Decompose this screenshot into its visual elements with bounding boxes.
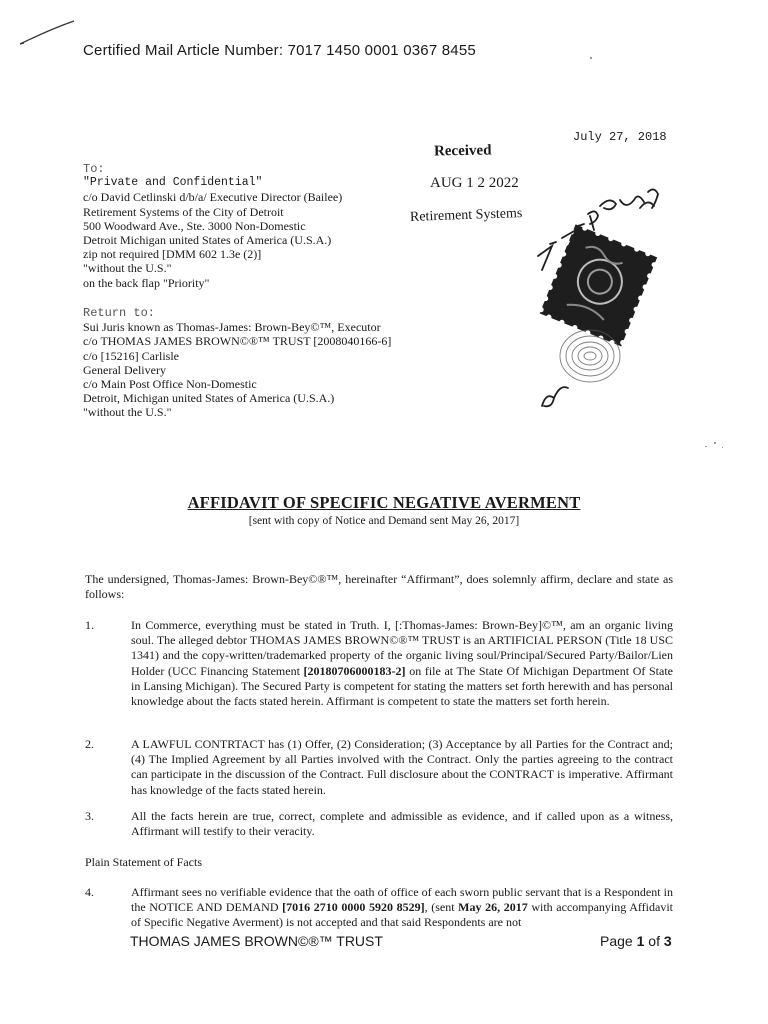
scan-speck <box>590 57 592 59</box>
received-stamp-organization: Retirement Systems <box>409 206 523 225</box>
recipient-address <box>83 162 342 290</box>
sent-date: May 26, 2017 <box>458 900 528 915</box>
item-text-part: In Commerce, everything must be stated in Truth. I, [:Thomas-James: Brown-Bey]©™, am an organic living soul. The alleged debtor THOMAS JAMES BROWN©®™ TRUST is an ARTIFICIAL PERSON (Title 18 USC 1341) and the copy-written/trademarked property of the organic living soul/Principal/Secured Party/Bailor/Lien Holder (UCC Financing Statement <box>131 618 673 678</box>
notice-number: [7016 2710 0000 5920 8529] <box>282 900 425 915</box>
received-stamp-date: AUG 1 2 2022 <box>430 175 519 191</box>
document-title: AFFIDAVIT OF SPECIFIC NEGATIVE AVERMENT <box>187 493 581 512</box>
scan-speck <box>714 442 716 444</box>
item-text: All the facts herein are true, correct, complete and admissible as evidence, and if called upon as a witness, Affirmant will testify to their veracity. <box>131 809 673 839</box>
address-line: c/o [15216] Carlisle <box>83 348 179 363</box>
address-line: Sui Juris known as Thomas-James: Brown-Bey©™, Executor <box>83 320 381 335</box>
pen-mark <box>18 18 78 48</box>
letter-date: July 27, 2018 <box>573 130 667 144</box>
numbered-item-3 <box>85 809 673 839</box>
item-number: 3. <box>85 809 94 823</box>
item-text <box>131 885 673 931</box>
scan-speck <box>705 446 707 447</box>
plain-statement-heading: Plain Statement of Facts <box>85 855 202 869</box>
item-number: 1. <box>85 618 94 632</box>
page-number: 1 <box>636 933 645 949</box>
return-address <box>83 306 391 420</box>
item-text-part: Affirmant sees no verifiable evidence that the oath of office of each sworn public servant that is a Respondent in the NOTICE AND DEMAND <box>131 885 673 915</box>
item-text-part: with accompanying Affidavit of Specific Negative Averment) is not accepted and that said Respondents are not <box>131 900 673 930</box>
item-text-part: on file at The State Of Michigan Department Of State in Lansing Michigan). The Secured Party is competent for stating the matters set forth herewith and has personal knowledge about the facts stated herein. Affirmant is competent to state the matters set forth herein. <box>131 663 673 709</box>
page-total: 3 <box>663 933 672 949</box>
footer-trust-name: THOMAS JAMES BROWN©®™ TRUST <box>130 933 383 949</box>
address-line: "Private and Confidential" <box>83 176 263 190</box>
numbered-item-2 <box>85 737 673 798</box>
address-line: Detroit Michigan united States of America (U.S.A.) <box>83 233 332 248</box>
numbered-item-1 <box>85 618 673 709</box>
item-number: 4. <box>85 885 94 899</box>
page-indicator <box>600 933 672 949</box>
item-text-part: , (sent <box>424 900 459 915</box>
address-line: c/o Main Post Office Non-Domestic <box>83 377 257 392</box>
page-prefix: Page <box>600 933 637 949</box>
intro-paragraph: The undersigned, Thomas-James: Brown-Bey©®™, hereinafter “Affirmant”, does solemnly affirm, declare and state as follows: <box>85 572 673 602</box>
ucc-statement-number: [20180706000183-2] <box>303 663 406 678</box>
address-line: "without the U.S." <box>83 405 172 420</box>
to-label: To: <box>83 162 105 176</box>
return-to-label: Return to: <box>83 306 156 320</box>
address-line: zip not required [DMM 602 1.3e (2)] <box>83 247 262 262</box>
page-of: of <box>644 933 664 949</box>
address-line: Retirement Systems of the City of Detroit <box>83 204 284 219</box>
item-number: 2. <box>85 737 94 751</box>
address-line: on the back flap "Priority" <box>83 275 210 290</box>
affidavit-heading <box>0 493 768 527</box>
certified-mail-number: Certified Mail Article Number: 7017 1450 0001 0367 8455 <box>83 42 476 59</box>
received-stamp-label: Received <box>433 142 492 160</box>
document-subtitle: [sent with copy of Notice and Demand sent May 26, 2017] <box>248 515 520 527</box>
address-line: c/o THOMAS JAMES BROWN©®™ TRUST [2008040166-6] <box>83 334 392 349</box>
numbered-item-4 <box>85 885 673 931</box>
item-text: A LAWFUL CONTRTACT has (1) Offer, (2) Consideration; (3) Acceptance by all Parties for the Contract and; (4) The Implied Agreement by all Parties involved with the Contract. Only the parties agreeing to the contract can participate in the discussion of the Contract. Full disclosure about the CONTRACT is imperative. Affirmant has knowledge of the facts stated herein. <box>131 737 673 797</box>
address-line: General Delivery <box>83 362 166 377</box>
address-line: 500 Woodward Ave., Ste. 3000 Non-Domestic <box>83 218 306 233</box>
address-line: "without the U.S." <box>83 261 172 276</box>
item-text <box>131 618 673 709</box>
address-line: c/o David Cetlinski d/b/a/ Executive Director (Bailee) <box>83 190 343 205</box>
postage-stamp-signature <box>528 178 678 418</box>
address-line: Detroit, Michigan united States of America (U.S.A.) <box>83 391 335 406</box>
scan-speck <box>722 447 723 448</box>
